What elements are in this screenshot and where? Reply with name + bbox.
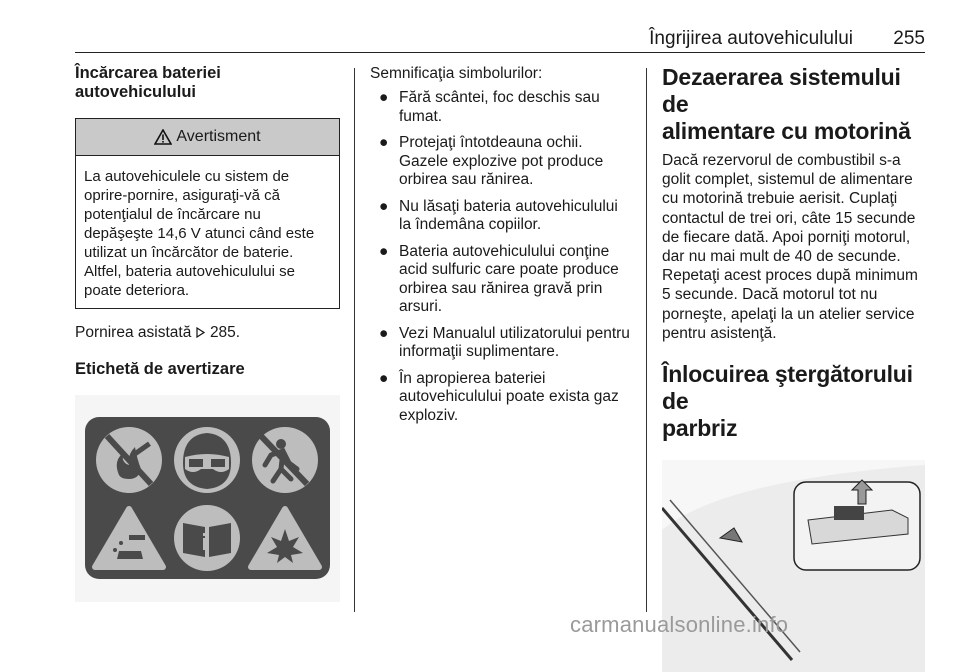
header-title: Îngrijirea autovehiculului <box>649 28 853 49</box>
section-title: Încărcarea bateriei autovehiculului <box>75 64 221 101</box>
no-fire-icon <box>96 427 162 493</box>
explosive-gas-icon <box>251 509 319 567</box>
warning-title: Avertisment <box>176 128 261 145</box>
column-3 <box>662 64 927 672</box>
diesel-bleed-text: Dacă rezervorul de combustibil s-a golit complet, sistemul de alimentare cu motorină trebuie aerisit. Cuplaţi contactul de trei ori, câte 15 secunde de fiecare dată. Apoi porniţi motorul, dar nu mai mult de 40 de secunde. Repetaţi acest proces după minimum 5 secunde. Dacă motorul tot nu porneşte, apelaţi la un atelier service pentru asistenţă. <box>662 152 918 342</box>
column-divider-1 <box>354 68 355 612</box>
page-header <box>75 28 925 53</box>
warning-label-panel <box>85 417 330 579</box>
section-title-wiper: Înlocuirea ştergătorului de parbriz <box>662 361 913 442</box>
column-2 <box>370 64 632 433</box>
list-item: ● Protejaţi întotdeauna ochii. Gazele explozive pot produce orbirea sau rănirea. <box>379 134 604 188</box>
column-1 <box>75 64 340 602</box>
warning-text: La autovehiculele cu sistem de oprire-pornire, asiguraţi-vă că potenţialul de încărcare nu depăşeşte 14,6 V atunci când este utilizat un încărcător de baterie. Altfel, bateria autovehiculului se poate deteriora. <box>84 168 315 299</box>
list-item: ● Nu lăsaţi bateria autovehiculului la îndemâna copiilor. <box>379 197 618 233</box>
list-item: ● Fără scântei, foc deschis sau fumat. <box>379 89 600 125</box>
symbols-intro: Semnificaţia simbolurilor: <box>370 65 543 82</box>
warning-header <box>76 119 339 156</box>
warning-label-image <box>75 395 340 602</box>
warning-box <box>75 118 340 309</box>
page-number: 255 <box>893 28 925 49</box>
read-manual-icon <box>174 505 240 571</box>
list-item: ● Bateria autovehiculului conţine acid sulfuric care poate produce orbirea sau rănirea gravă prin arsuri. <box>379 242 619 315</box>
subsection-title: Etichetă de avertizare <box>75 360 245 378</box>
warning-triangle-icon <box>154 129 172 145</box>
detail-inset <box>794 480 920 570</box>
page-reference-icon <box>196 327 206 338</box>
keep-children-away-icon <box>252 427 318 493</box>
column-divider-2 <box>646 68 647 612</box>
symbol-list <box>370 89 632 425</box>
wiper-replacement-image <box>662 460 925 672</box>
section-title-diesel: Dezaerarea sistemului de alimentare cu motorină <box>662 64 911 144</box>
acid-warning-icon <box>95 509 163 567</box>
eye-protection-icon <box>174 427 240 493</box>
watermark: carmanualsonline.info <box>570 612 789 637</box>
list-item: ● Vezi Manualul utilizatorului pentru informaţii suplimentare. <box>379 324 630 360</box>
list-item: ● În apropierea bateriei autovehiculului poate exista gaz exploziv. <box>379 369 619 424</box>
cross-reference: Pornirea asistată 285. <box>75 324 241 341</box>
